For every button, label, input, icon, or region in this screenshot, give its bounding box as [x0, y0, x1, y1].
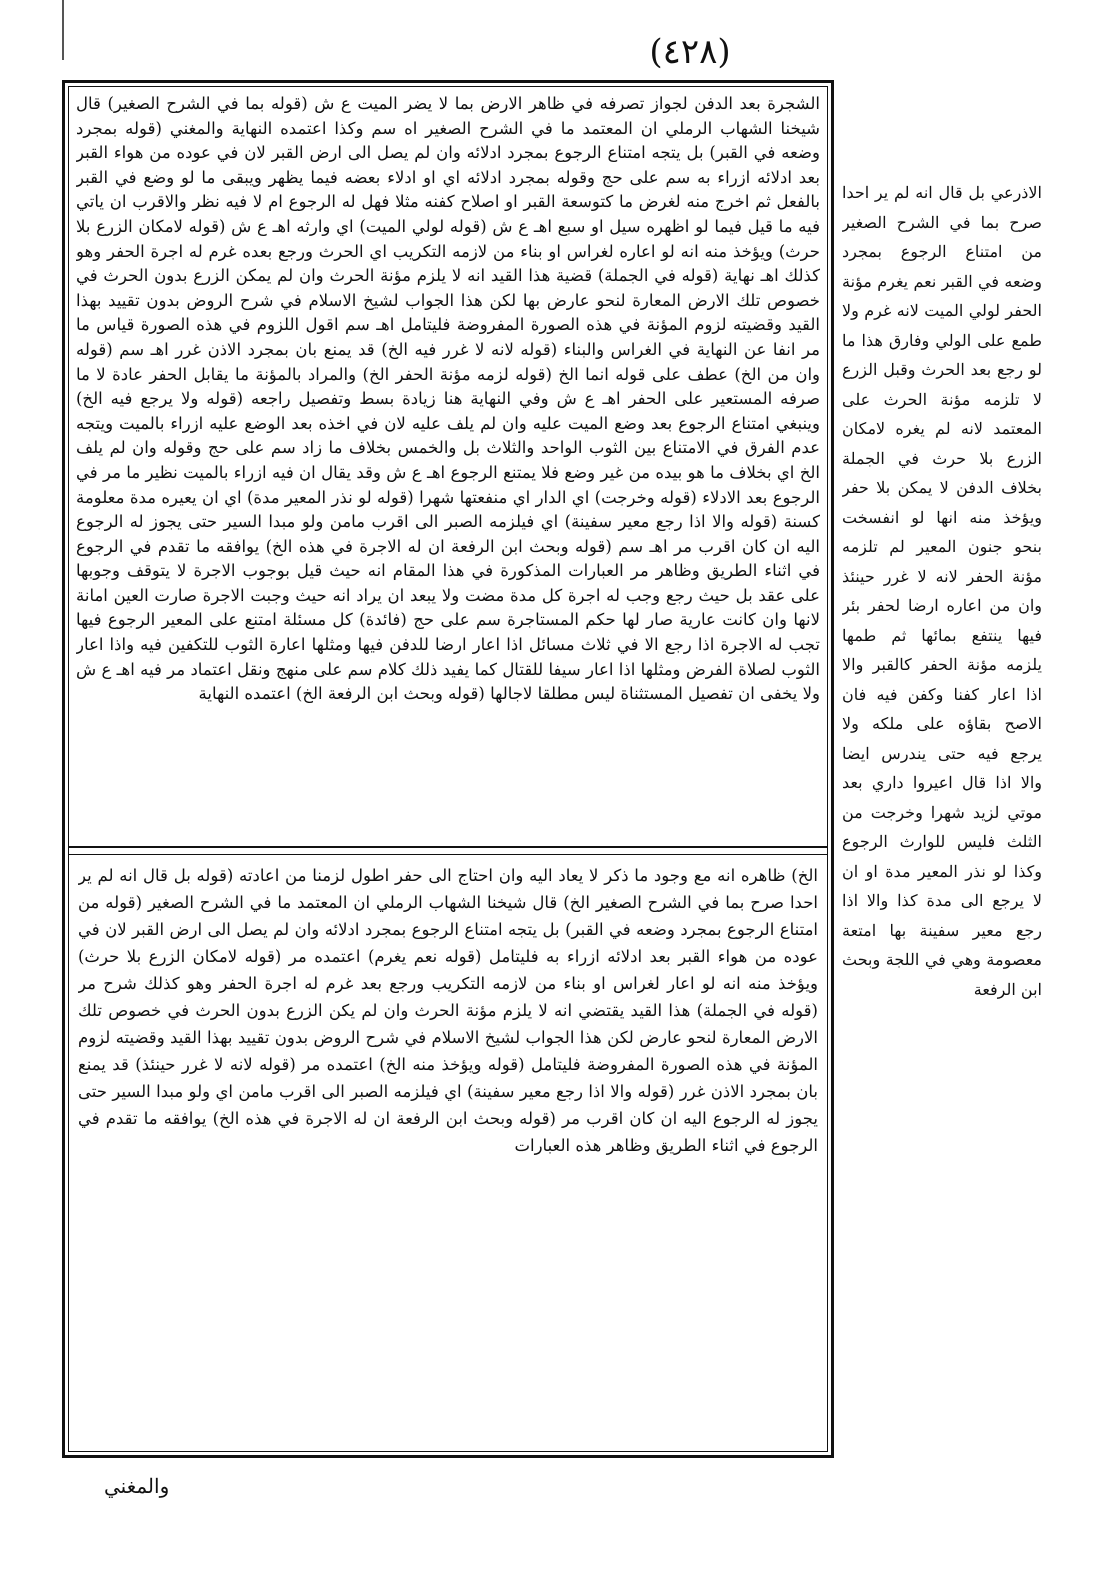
margin-text-column: الاذرعي بل قال انه لم ير احدا صرح بما في الشرح الصغير من امتناع الرجوع بمجرد وضعه في القبر نعم يغرم مؤنة الحفر لولي الميت لانه غرم ولا طمع على الولي وفارق هذا ما لو رجع بعد الحرث وقبل الزرع لا تلزمه مؤنة الحرث على المعتمد لانه لم يغره لامكان الزرع بلا حرث في الجملة بخلاف الدفن لا يمكن بلا حفر ويؤخذ منه انها لو انفسخت بنحو جنون المعير لم تلزمه مؤنة الحفر لانه لا غرر حينئذ وان من اعاره ارضا لحفر بئر فيها ينتفع بمائها ثم طمها يلزمه مؤنة الحفر كالقبر والا اذا اعار كفنا وكفن فيه فان الاصح بقاؤه على ملكه ولا يرجع فيه حتى يندرس ايضا والا اذا قال اعيروا داري بعد موتي لزيد شهرا وخرجت من الثلث فليس للوارث الرجوع وكذا لو نذر المعير مدة او ان لا يرجع الى مدة كذا والا اذا رجع معير سفينة بها امتعة معصومة وهي في اللجة وبحث ابن الرفعة — [842, 183, 1042, 999]
section-divider — [68, 846, 828, 855]
catchword: والمغني — [104, 1474, 170, 1498]
page-number: (٤٢٨) — [649, 32, 731, 72]
scan-edge-line — [62, 0, 64, 60]
main-text-block: الشجرة بعد الدفن لجواز تصرفه في ظاهر الارض بما لا يضر الميت ع ش (قوله بما في الشرح الصغير) قال شيخنا الشهاب الرملي ان المعتمد ما في الشرح الصغير اه سم وكذا اعتمده النهاية والمغني (قوله بمجرد وضعه في القبر) بل يتجه امتناع الرجوع بمجرد ادلائه وان لم يصل الى ارض القبر لان في عوده من هواء القبر بعد ادلائه ازراء به سم على حج وقوله بمجرد ادلائه اي او ادلاء بعضه فيما يظهر ويبقى ما لو وضع في القبر بالفعل ثم اخرج منه لغرض ما كتوسعة القبر او اصلاح كفنه مثلا فهل له الرجوع ام لا فيه نظر والاقرب ان ياتي فيه ما قيل فيما لو اظهره سيل او سبع اهـ ع ش (قوله لولي الميت) اي وارثه اهـ ع ش (قوله لامكان الزرع بلا حرث) ويؤخذ منه انه لو اعاره لغراس او بناء من لازمه التكريب اي الحرث ورجع بعده غرم له اجرة الحفر وهو كذلك اهـ نهاية (قوله في الجملة) قضية هذا القيد انه لا يلزم مؤنة الحرث وان لم يمكن الزرع بدون الحرث في خصوص تلك الارض المعارة لنحو عارض بها لكن هذا الجواب لشيخ الاسلام في شرح الروض بدون تقييد بهذا القيد وقضيته لزوم المؤنة في هذه الصورة المفروضة فليتامل اهـ سم اقول اللزوم في هذه الصورة قياس ما مر انفا عن النهاية في الغراس والبناء (قوله لانه لا غرر فيه الخ) قد يمنع بان بمجرد الاذن غرر اهـ سم (قوله وان من الخ) عطف على قوله انما الخ (قوله لزمه مؤنة الحفر الخ) والمراد بالمؤنة ما يقابل الحفر عادة لا ما صرفه المستعير على الحفر اهـ ع ش وفي النهاية هنا زيادة بسط وتفصيل راجعه (قوله ولا يرجع فيه الخ) وينبغي امتناع الرجوع بعد وضع الميت عليه وان لم يلف عليه لان في اخذه بعد الوضع عليه ازراء بالميت ويتجه عدم الفرق في الامتناع بين الثوب الواحد والثلاث بل والخمس بخلاف ما زاد سم على حج وقوله وان لم يلف الخ اي بخلاف ما هو بيده من غير وضع فلا يمتنع الرجوع اهـ ع ش وقد يقال ان فيه ازراء بالميت نظير ما مر في الرجوع بعد الادلاء (قوله وخرجت) اي الدار اي منفعتها شهرا (قوله لو نذر المعير مدة) اي ان يعيره مدة معلومة كسنة (قوله والا اذا رجع معير سفينة) اي فيلزمه الصبر الى اقرب مامن ولو مبدا السير حتى يجوز له الرجوع اليه ان كان اقرب مر اهـ سم (قوله وبحث ابن الرفعة ان له الاجرة في هذه الخ) يوافقه ما تقدم في الرجوع في اثناء الطريق وظاهر مر العبارات المذكورة في هذا المقام انه حيث قيل بوجوب الاجرة لا يتوقف وجوبها على عقد بل حيث رجع وجب له اجرة كل مدة مضت ولا يبعد ان يراد انه حيث وجبت الاجرة صارت العين امانة لانها وان كانت عارية صار لها حكم المستاجرة سم على حج (فائدة) كل مسئلة امتنع على المعير الرجوع فيها تجب له الاجرة اذا رجع الا في ثلاث مسائل اذا اعار ارضا للدفن فيها ومثلها اعارة الثوب للتكفين فيه واذا اعار الثوب لصلاة الفرض ومثلها اذا اعار سيفا للقتال كما يفيد ذلك كلام سم على منهج ونقل اعتماد مر فيه اهـ ع ش ولا يخفى ان تفصيل المستثناة ليس مطلقا لاجالها (قوله وبحث ابن الرفعة الخ) اعتمده النهاية — [76, 94, 820, 704]
commentary-text-block: الخ) ظاهره انه مع وجود ما ذكر لا يعاد اليه وان احتاج الى حفر اطول لزمنا من اعادته (قوله بل قال انه لم ير احدا صرح بما في الشرح الصغير الخ) قال شيخنا الشهاب الرملي ان المعتمد ما في الشرح الصغير (قوله من امتناع الرجوع بمجرد وضعه في القبر) بل يتجه امتناع الرجوع بمجرد ادلائه وان لم يصل الى ارض القبر لان في عوده من هواء القبر بعد ادلائه ازراء به فليتامل (قوله نعم يغرم) اعتمده مر (قوله لامكان الزرع بلا حرث) ويؤخذ منه انه لو اعار لغراس او بناء من لازمه التكريب ورجع بعد غرم له اجرة الحفر وهو كذلك شرح مر (قوله في الجملة) هذا القيد يقتضي انه لا يلزم مؤنة الحرث وان لم يكن الزرع بدون الحرث في خصوص تلك الارض المعارة لنحو عارض لكن هذا الجواب لشيخ الاسلام في شرح الروض بدون تقييد بهذا القيد وقضيته لزوم المؤنة في هذه الصورة المفروضة فليتامل (قوله ويؤخذ منه الخ) اعتمده مر (قوله لانه لا غرر حينئذ) قد يمنع بان بمجرد الاذن غرر (قوله والا اذا رجع معير سفينة) اي فيلزمه الصبر الى اقرب مامن اي ولو مبدا السير حتى يجوز له الرجوع اليه ان كان اقرب مر (قوله وبحث ابن الرفعة ان له الاجرة في هذه الخ) يوافقه ما تقدم في الرجوع في اثناء الطريق وظاهر هذه العبارات — [78, 866, 818, 1155]
